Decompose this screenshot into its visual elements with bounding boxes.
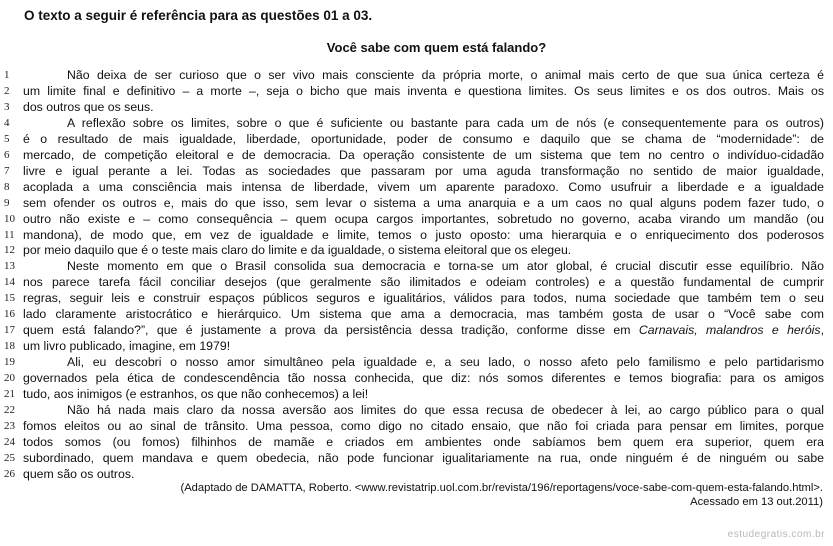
text-line xyxy=(0,179,833,195)
line-number: 20 xyxy=(4,372,15,385)
text-line xyxy=(0,147,833,163)
line-number: 22 xyxy=(4,403,15,416)
line-text: nos parece tarefa fácil conciliar desejos (que geralmente são ilimitados e odeiam controles) e a questão fundamental de cumprir xyxy=(23,275,824,290)
line-number: 11 xyxy=(4,228,15,241)
line-number: 16 xyxy=(4,308,15,321)
line-number: 25 xyxy=(4,451,15,464)
line-text: mercado, de competição eleitoral e de democracia. Da operação consistente de um sistema que tem no centro o indivíduo-cidadão xyxy=(23,147,824,162)
text-line xyxy=(0,163,833,179)
text-line xyxy=(0,418,833,434)
line-number: 2 xyxy=(4,84,10,97)
line-text: fomos eleitos ou ao sinal de trânsito. Uma pessoa, como digo no citado ensaio, que não foi criada para pensar em limites, porque xyxy=(23,418,824,433)
line-number: 10 xyxy=(4,212,15,225)
text-line xyxy=(0,370,833,386)
line-text: lado claramente aristocrático e hierárquico. Um sistema que ama a democracia, mas também gosta de usar o “Você sabe com xyxy=(23,307,824,322)
line-number: 19 xyxy=(4,356,15,369)
text-line xyxy=(0,354,833,370)
line-number: 21 xyxy=(4,388,15,400)
text-line xyxy=(0,67,833,83)
line-text: acoplada a uma consciência mais intensa de liberdade, vivem um aparente paradoxo. Como usufruir a liberdade e a igualdade xyxy=(23,179,824,194)
line-text: por meio daquilo que é o teste mais claro do limite e da igualdade, o sistema eleitoral que os elegeu. xyxy=(23,243,572,258)
line-number: 13 xyxy=(4,260,15,273)
text-line xyxy=(0,450,833,466)
line-text: Não há nada mais claro da nossa aversão aos limites do que essa recusa de obedecer à lei, ao cargo público para o qual xyxy=(67,402,824,417)
line-text: dos outros que os seus. xyxy=(23,99,154,114)
book-title: Carnavais, malandros e heróis xyxy=(638,323,821,338)
line-text: A reflexão sobre os limites, sobre o que é suficiente ou bastante para cada um de nós (e consequentemente para os outros) xyxy=(67,115,824,130)
line-text: outro não existe e – como consequência – quem ocupa cargos importantes, sobretudo no governo, acaba virando um mandão (ou xyxy=(23,211,824,226)
line-text: um livro publicado, imagine, em 1979! xyxy=(23,339,231,354)
text-line xyxy=(0,322,833,338)
line-number: 8 xyxy=(4,180,10,193)
text-line xyxy=(0,258,833,274)
line-number: 5 xyxy=(4,132,10,145)
text-line xyxy=(0,131,833,147)
line-text: quem está falando?”, que é justamente a prova da persistência dessa tradição, conforme disse em Carnavais, malandros e heróis, xyxy=(23,323,824,338)
question-reference-heading: O texto a seguir é referência para as questões 01 a 03. xyxy=(24,8,373,23)
line-number: 17 xyxy=(4,324,15,337)
text-line xyxy=(0,211,833,227)
text-line xyxy=(0,83,833,99)
line-number: 12 xyxy=(4,244,15,257)
line-number: 4 xyxy=(4,116,10,129)
text-line xyxy=(0,386,833,402)
text-line xyxy=(0,466,833,482)
line-number: 23 xyxy=(4,419,15,432)
text-line xyxy=(0,338,833,354)
line-text: sem ofender os outros e, mais do que isso, sem levar o sistema a uma anarquia e a um caos no qual alguns podem fazer tudo, o xyxy=(23,195,824,210)
line-number: 26 xyxy=(4,467,15,480)
line-text: governados pela ética de condescendência tão nossa conhecida, que diz: nós somos diferentes e temos biografia: para os amigos xyxy=(23,371,824,386)
line-number: 1 xyxy=(4,69,10,81)
text-line xyxy=(0,115,833,131)
line-number: 18 xyxy=(4,340,15,353)
text-line xyxy=(0,227,833,243)
line-text: regras, seguir leis e construir espaços públicos seguros e igualitários, válidos para todos, numa sociedade que também tem o seu xyxy=(23,291,824,306)
line-number: 7 xyxy=(4,164,10,177)
line-text: livre e igual perante a lei. Todas as sociedades que passaram por uma aguda transformação no sentido de maior igualdade, xyxy=(23,163,824,178)
text-title: Você sabe com quem está falando? xyxy=(326,40,547,55)
text-line xyxy=(0,99,833,115)
line-number: 9 xyxy=(4,196,10,209)
site-watermark: estudegratis.com.br xyxy=(727,529,825,540)
line-text: todos somos (ou fomos) filhinhos de mamãe e criados em ambientes onde sabíamos bem quem era superior, quem era xyxy=(23,434,824,449)
source-citation-line-2: Acessado em 13 out.2011) xyxy=(690,496,823,508)
line-text: é o resultado de mais igualdade, liberdade, oportunidade, poder de consumo e daquilo que se chama de “modernidade”: de xyxy=(23,131,824,146)
line-text: um limite final e definitivo – a morte –, seja o bicho que mais inventa e questiona limites. Os seus limites e os dos outros. Mais os xyxy=(23,83,824,98)
text-line xyxy=(0,306,833,322)
line-number: 24 xyxy=(4,435,15,448)
text-line xyxy=(0,274,833,290)
line-text: tudo, aos inimigos (e estranhos, os que não conhecemos) a lei! xyxy=(23,387,369,401)
line-number: 14 xyxy=(4,276,15,289)
line-text: Ali, eu descobri o nosso amor simultâneo pela igualdade e, a seu lado, o nosso afeto pelo familismo e pelo partidarismo xyxy=(67,355,824,370)
line-number: 6 xyxy=(4,148,10,161)
source-citation-line-1: (Adaptado de DAMATTA, Roberto. <www.revistatrip.uol.com.br/revista/196/reportagens/voce-sabe-com-quem-esta-falando.html>. xyxy=(180,482,823,494)
line-text: subordinado, quem mandava e quem obedecia, não pode funcionar igualitariamente na rua, onde ninguém é de ninguém ou sabe xyxy=(23,450,824,465)
line-text: Não deixa de ser curioso que o ser vivo mais consciente da própria morte, o animal mais certo de que sua única certeza é xyxy=(67,68,824,82)
line-text: Neste momento em que o Brasil consolida sua democracia e torna-se um ator global, é crucial discutir esse equilíbrio. Não xyxy=(67,259,824,274)
line-text: quem são os outros. xyxy=(23,466,135,481)
text-line xyxy=(0,195,833,211)
text-line xyxy=(0,434,833,450)
line-number: 3 xyxy=(4,100,10,113)
text-line xyxy=(0,290,833,306)
text-line xyxy=(0,242,833,258)
source-citation xyxy=(3,481,823,509)
line-text: mandona), de modo que, em vez de igualdade e limite, temos o justo oposto: uma hierarquia e o enriquecimento dos poderosos xyxy=(23,227,824,242)
text-line xyxy=(0,402,833,418)
line-number: 15 xyxy=(4,292,15,305)
